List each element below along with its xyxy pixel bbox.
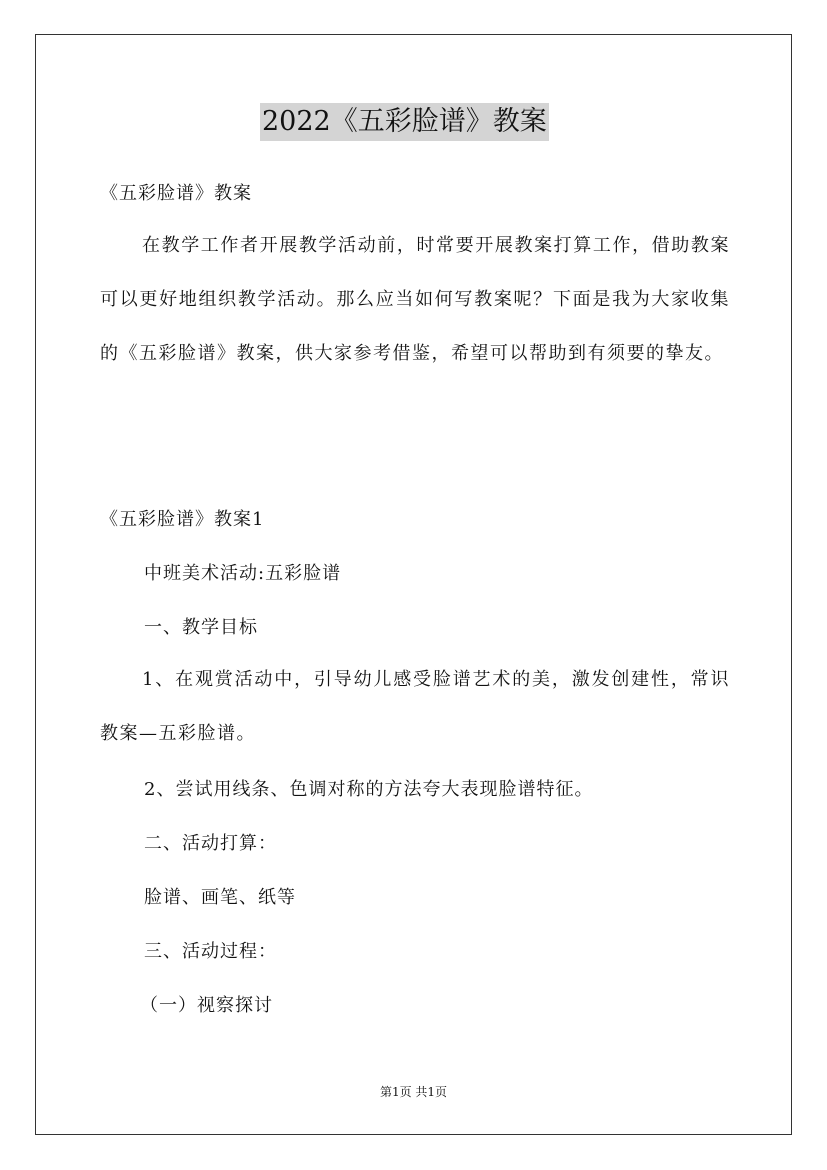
document-subtitle: 《五彩脸谱》教案 (100, 183, 252, 204)
objective-1: 1、在观赏活动中，引导幼儿感受脸谱艺术的美，激发创建性，常识教案—五彩脸谱。 (100, 669, 730, 744)
objective-2: 2、尝试用线条、色调对称的方法夸大表现脸谱特征。 (144, 779, 594, 800)
materials: 脸谱、画笔、纸等 (144, 887, 296, 908)
process-heading: 三、活动过程： (144, 941, 277, 962)
step-1: （一）视察探讨 (140, 995, 273, 1016)
page-footer: 第1页 共1页 (379, 1085, 448, 1099)
activity-name: 中班美术活动:五彩脸谱 (144, 563, 342, 584)
objectives-heading: 一、教学目标 (144, 617, 258, 638)
preparation-heading: 二、活动打算： (144, 833, 277, 854)
document-title: 2022《五彩脸谱》教案 (260, 103, 549, 141)
section-heading: 《五彩脸谱》教案1 (100, 509, 265, 530)
intro-paragraph: 在教学工作者开展教学活动前，时常要开展教案打算工作，借助教案可以更好地组织教学活动。那么应当如何写教案呢？下面是我为大家收集的《五彩脸谱》教案，供大家参考借鉴，希望可以帮助到有须要的挚友。 (100, 235, 730, 364)
